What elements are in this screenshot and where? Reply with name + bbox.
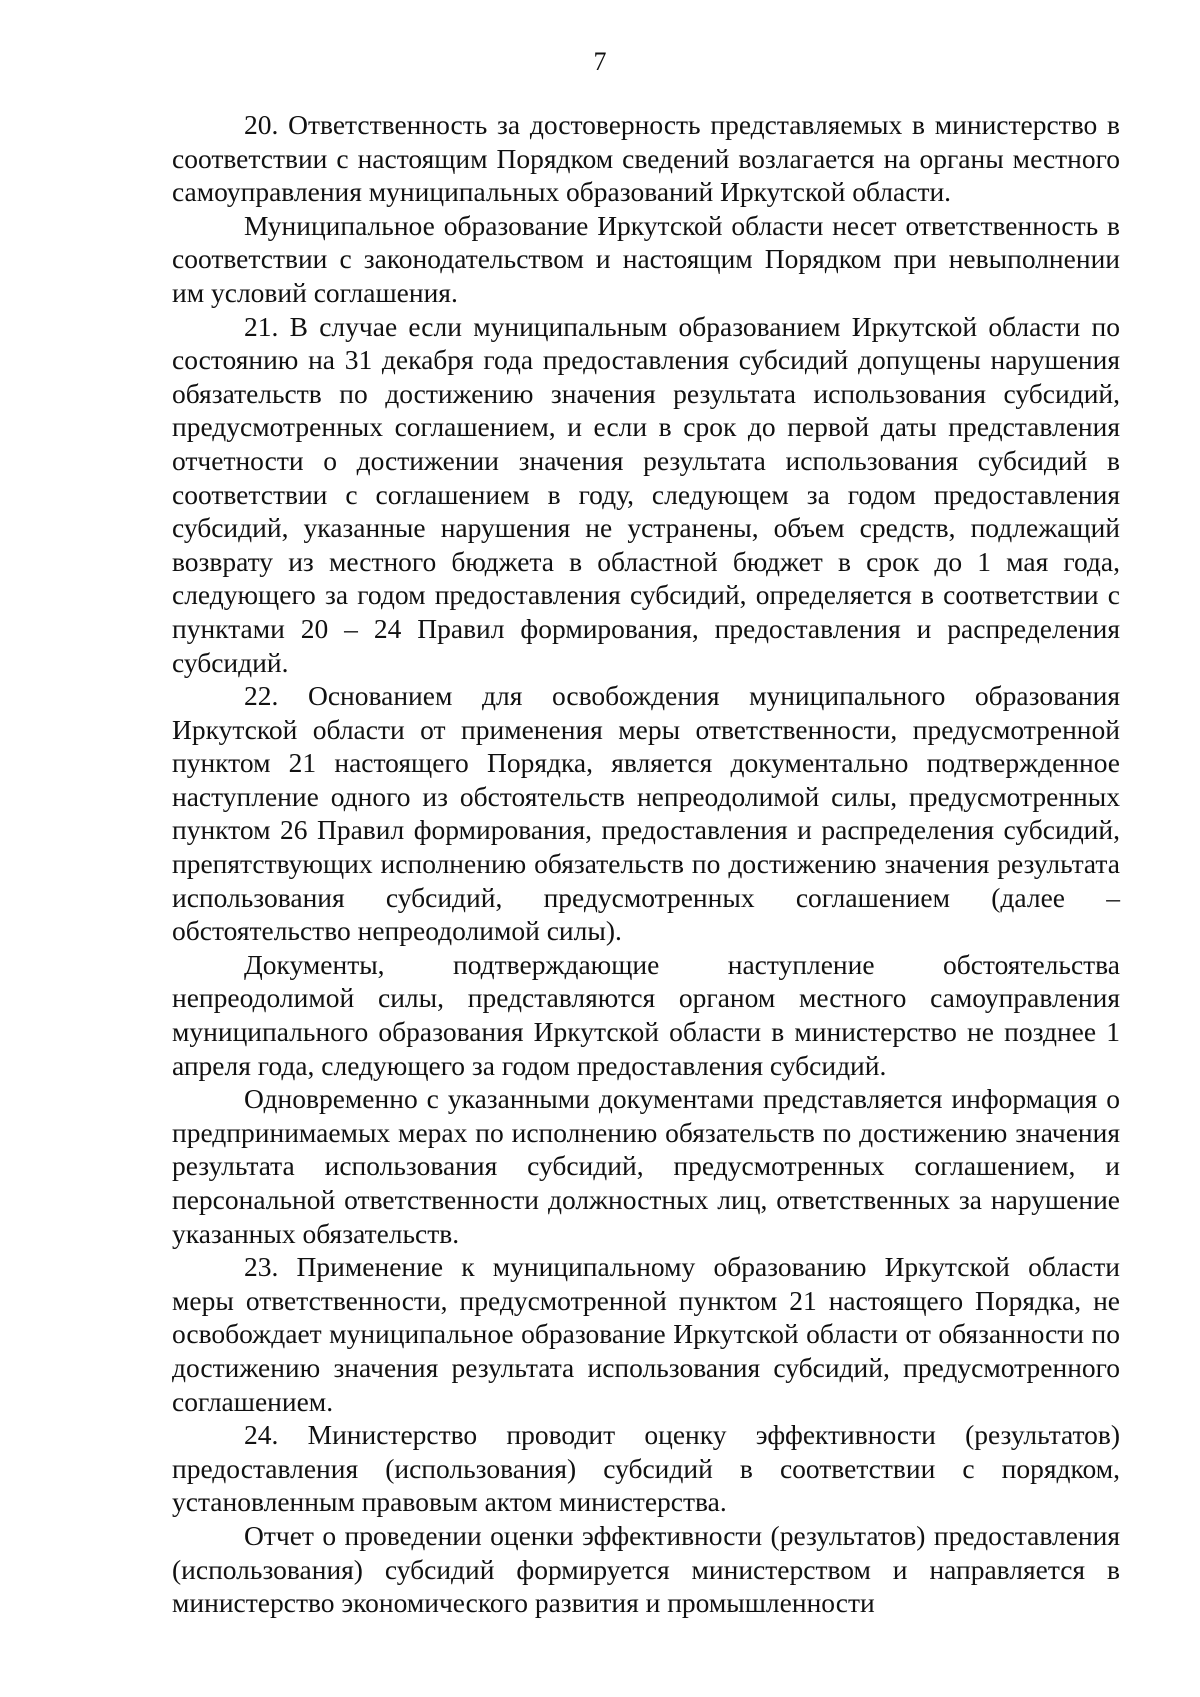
paragraph-24-report: Отчет о проведении оценки эффективности (результатов) предоставления (использования) субсидий формируется министерством и направляется в министерство экономического развития и промышленности: [172, 1519, 1120, 1619]
paragraph-21: 21. В случае если муниципальным образованием Иркутской области по состоянию на 31 декабря года предоставления субсидий допущены нарушения обязательств по достижению значения результата использования субсидий, предусмотренных соглашением, и если в срок до первой даты представления отчетности о достижении значения результата использования субсидий в соответствии с соглашением в году, следующем за годом предоставления субсидий, указанные нарушения не устранены, объем средств, подлежащий возврату из местного бюджета в областной бюджет в срок до 1 мая года, следующего за годом предоставления субсидий, определяется в соответствии с пунктами 20 – 24 Правил формирования, предоставления и распределения субсидий.: [172, 310, 1120, 678]
paragraph-24: 24. Министерство проводит оценку эффективности (результатов) предоставления (использования) субсидий в соответствии с порядком, установленным правовым актом министерства.: [172, 1419, 1120, 1518]
paragraph-20: 20. Ответственность за достоверность представляемых в министерство в соответствии с настоящим Порядком сведений возлагается на органы местного самоуправления муниципальных образований Иркутской области.: [172, 109, 1120, 208]
paragraph-23: 23. Применение к муниципальному образованию Иркутской области меры ответственности, предусмотренной пунктом 21 настоящего Порядка, не освобождает муниципальное образование Иркутской области от обязанности по достижению значения результата использования субсидий, предусмотренного соглашением.: [172, 1251, 1120, 1417]
paragraph-22: 22. Основанием для освобождения муниципального образования Иркутской области от применения меры ответственности, предусмотренной пунктом 21 настоящего Порядка, является документально подтвержденное наступление одного из обстоятельств непреодолимой силы, предусмотренных пунктом 26 Правил формирования, предоставления и распределения субсидий, препятствующих исполнению обязательств по достижению значения результата использования субсидий, предусмотренных соглашением (далее – обстоятельство непреодолимой силы).: [172, 680, 1120, 947]
page-number: 7: [593, 47, 607, 76]
document-body: [172, 108, 1120, 1620]
paragraph-22-information: Одновременно с указанными документами представляется информация о предпринимаемых мерах по исполнению обязательств по достижению значения результата использования субсидий, предусмотренных соглашением, и персональной ответственности должностных лиц, ответственных за нарушение указанных обязательств.: [172, 1083, 1120, 1249]
paragraph-20-responsibility: Муниципальное образование Иркутской области несет ответственность в соответствии с законодательством и настоящим Порядком при невыполнении им условий соглашения.: [172, 209, 1120, 308]
paragraph-22-documents: Документы, подтверждающие наступление обстоятельства непреодолимой силы, представляются органом местного самоуправления муниципального образования Иркутской области в министерство не позднее 1 апреля года, следующего за годом предоставления субсидий.: [172, 948, 1120, 1081]
